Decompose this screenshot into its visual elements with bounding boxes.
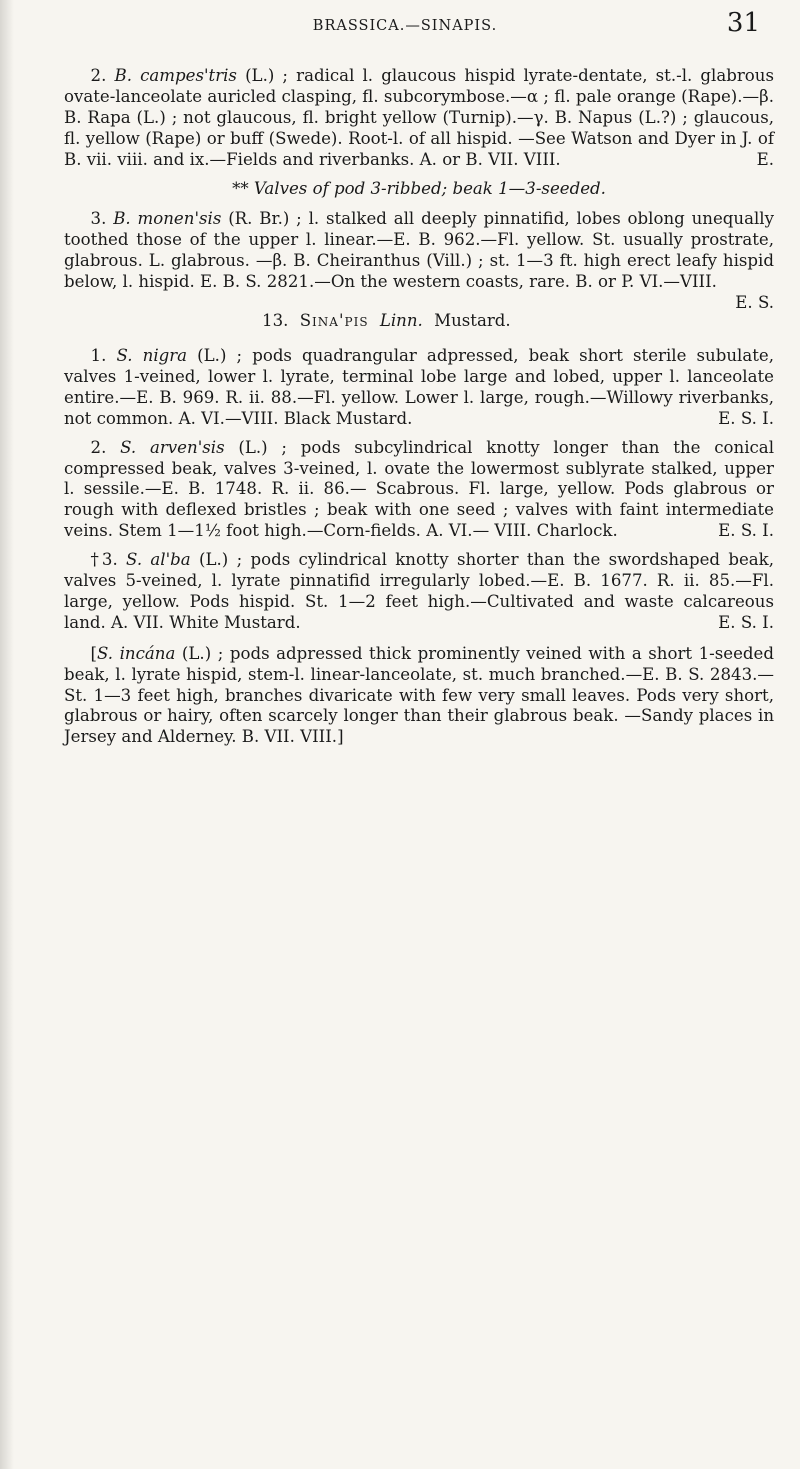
entry-distribution: E. S. I. xyxy=(718,408,774,428)
genus-common-name: Mustard. xyxy=(434,311,511,331)
genus-authority: Linn. xyxy=(379,311,423,331)
running-head: BRASSICA.—SINAPIS. xyxy=(312,18,498,34)
page-spine-shadow xyxy=(0,0,14,1469)
entry-sinapis-alba xyxy=(64,550,774,634)
entry-brassica-campestris xyxy=(64,66,774,171)
page-number: 31 xyxy=(726,8,760,38)
entry-number: 2. xyxy=(90,66,115,85)
species-name: S. nigra xyxy=(116,345,188,365)
entry-text: (L.) ; pods adpressed thick prominently veined with a short 1-seeded beak, l. lyrate hispid, stem-l. linear-lanceolate, st. much branched.—E. B. S. 2843.—St. 1—3 feet high, branches divaricate with few very small leaves. Pods very short, glabrous or hairy, often scarcely longer than their glabrous beak. —Sandy places in Jersey and Alderney. B. VII. VIII.] xyxy=(64,643,774,747)
entry-number: 2. xyxy=(90,437,121,457)
entry-text: (L.) ; pods cylindrical knotty shorter than the swordshaped beak, valves 5-veined, l. lyrate pinnatifid irregularly lobed.—E. B. 1677. R. ii. 85.—Fl. large, yellow. Pods hispid. St. 1—2 feet high.—Cultivated and waste calcareous land. A. VII. White Mustard. xyxy=(64,550,774,632)
entry-sinapis-nigra xyxy=(64,346,774,430)
section-note: ** Valves of pod 3-ribbed; beak 1—3-seeded. xyxy=(232,178,606,198)
entry-distribution: E. S. I. xyxy=(718,521,774,541)
entry-text: (L.) ; radical l. glaucous hispid lyrate-dentate, st.-l. glabrous ovate-lanceolate auricled clasping, fl. subcorymbose.—α ; fl. pale orange (Rape).—β. B. Rapa (L.) ; not glaucous, fl. bright yellow (Turnip).—γ. B. Napus (L.?) ; glaucous, fl. yellow (Rape) or buff (Swede). Root-l. of all hispid. —See Watson and Dyer in J. of B. vii. viii. and ix.—Fields and riverbanks. A. or B. VII. VIII. xyxy=(64,66,774,169)
entry-sinapis-arvensis xyxy=(64,438,774,543)
species-name: B. campes'tris xyxy=(114,66,237,85)
genus-heading xyxy=(64,311,774,332)
species-name: B. monen'sis xyxy=(113,209,222,229)
entry-distribution: E. S. xyxy=(735,293,774,313)
entry-bracket: [ xyxy=(90,643,98,663)
page-header xyxy=(50,8,760,48)
entry-sinapis-incana xyxy=(64,644,774,749)
entry-distribution: E. xyxy=(756,149,774,169)
entry-text: (R. Br.) ; l. stalked all deeply pinnatifid, lobes oblong unequally toothed those of the upper l. linear.—E. B. 962.—Fl. yellow. St. usually prostrate, glabrous. L. glabrous. —β. B. Cheiranthus (Vill.) ; st. 1—3 ft. high erect leafy hispid below, l. hispid. E. B. S. 2821.—On the western coasts, rare. B. or P. VI.—VIII. xyxy=(64,209,774,292)
page-content xyxy=(64,66,774,748)
entry-text: (L.) ; pods quadrangular adpressed, beak short sterile subulate, valves 1-veined, lower l. lyrate, terminal lobe large and lobed, upper l. lanceolate entire.—E. B. 969. R. ii. 88.—Fl. yellow. Lower l. large, rough.—Willowy riverbanks, not common. A. VI.—VIII. Black Mustard. xyxy=(64,345,774,428)
entry-number: 3. xyxy=(90,209,114,229)
genus-number: 13. xyxy=(262,311,289,331)
genus-name: Sina'pis xyxy=(299,311,369,331)
entry-number: 1. xyxy=(90,345,117,365)
species-name: S. incána xyxy=(97,643,176,663)
entry-text: (L.) ; pods subcylindrical knotty longer than the conical compressed beak, valves 3-veined, l. ovate the lowermost sublyrate stalked, upper l. sessile.—E. B. 1748. R. ii. 86.— Scabrous. Fl. large, yellow. Pods glabrous or rough with deflexed bristles ; beak with one seed ; valves with faint intermediate veins. Stem 1—1½ foot high.—Corn-fields. A. VI.— VIII. Charlock. xyxy=(64,437,774,541)
species-name: S. arven'sis xyxy=(120,437,225,457)
entry-number: †3. xyxy=(90,550,127,570)
entry-distribution: E. S. I. xyxy=(718,612,774,632)
species-name: S. al'ba xyxy=(126,550,191,570)
entry-brassica-monensis xyxy=(64,209,774,313)
